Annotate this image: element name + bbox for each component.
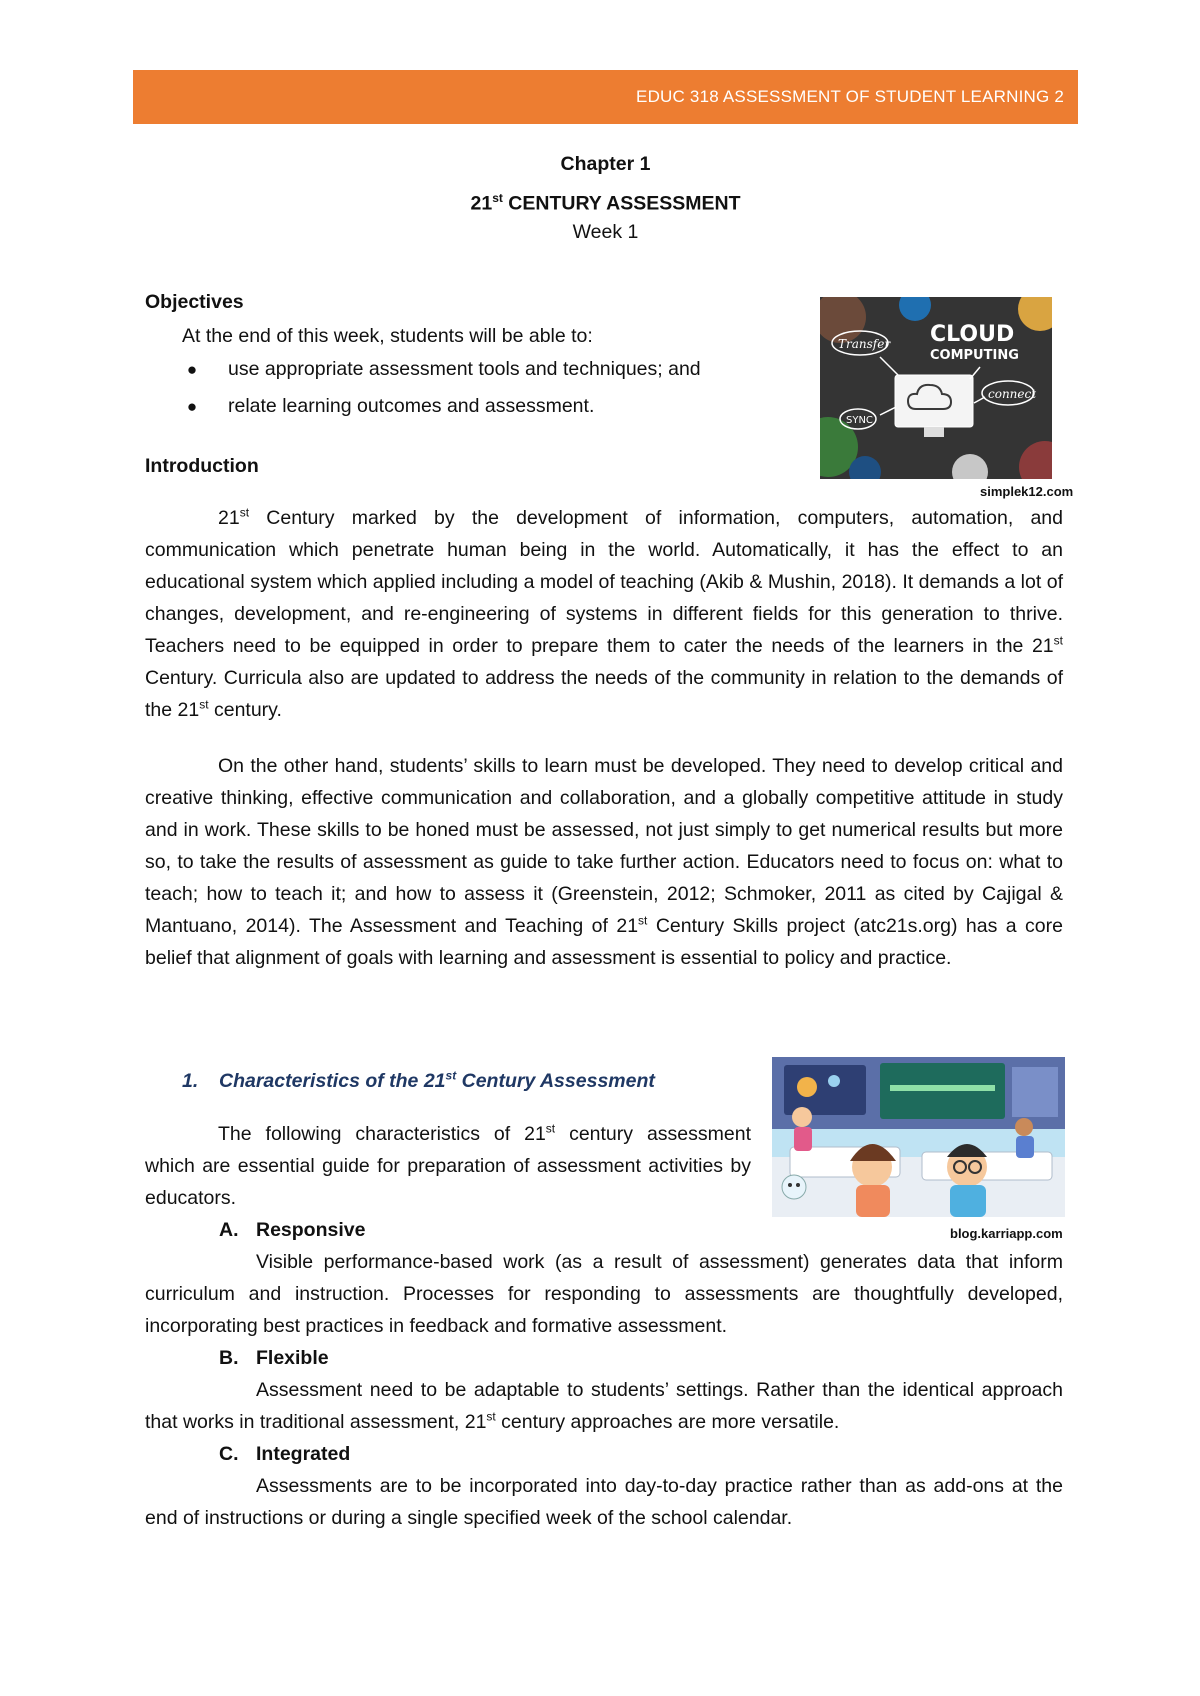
svg-text:COMPUTING: COMPUTING <box>930 348 1019 363</box>
image2-caption: blog.karriapp.com <box>950 1226 1063 1241</box>
item-a-heading: A. Responsive <box>219 1219 366 1241</box>
bullet-icon: ● <box>186 397 198 416</box>
list-item: ● use appropriate assessment tools and techniques; and <box>182 351 782 388</box>
cloud-computing-image <box>820 297 1052 479</box>
svg-text:SYNC: SYNC <box>846 415 873 426</box>
introduction-paragraph-1: 21st Century marked by the development of information, computers, automation, and communication which penetrate human being in the world. Automatically, it has the effect to an educational system which applied including a model of teaching (Akib & Mushin, 2018). It demands a lot of changes, development, and re-engineering of systems in different fields for this generation to thrive. Teachers need to be equipped in order to prepare them to cater the needs of the learners in the 21st Century. Curricula also are updated to address the needs of the community in relation to the demands of the 21st century. <box>145 505 1063 721</box>
item-b-heading: B. Flexible <box>219 1347 329 1369</box>
item-c-body: Assessments are to be incorporated into day-to-day practice rather than as add-ons at the end of instructions or during a single specified week of the school calendar. <box>145 1475 1063 1529</box>
section-1-heading: 1. Characteristics of the 21st Century Assessment <box>182 1068 655 1092</box>
classroom-illustration <box>772 1057 1065 1217</box>
image1-caption: simplek12.com <box>980 484 1074 499</box>
list-item: ● relate learning outcomes and assessment. <box>182 388 782 425</box>
svg-text:CLOUD: CLOUD <box>930 322 1015 347</box>
objectives-list <box>182 351 782 425</box>
svg-text:connect: connect <box>988 387 1037 401</box>
cloud-computing-illustration <box>820 297 1052 479</box>
introduction-paragraph-2: On the other hand, students’ skills to learn must be developed. They need to develop critical and creative thinking, effective communication and collaboration, and a globally competitive attitude in study and in work. These skills to be honed must be assessed, not just simply to get numerical results but more so, to take the results of assessment as guide to take further action. Educators need to focus on: what to teach; how to teach it; and how to assess it (Greenstein, 2012; Schmoker, 2011 as cited by Cajigal & Mantuano, 2014). The Assessment and Teaching of 21st Century Skills project (atc21s.org) has a core belief that alignment of goals with learning and assessment is essential to policy and practice. <box>145 755 1063 969</box>
item-a-body: Visible performance-based work (as a result of assessment) generates data that inform curriculum and instruction. Processes for responding to assessments are thoughtfully developed, incorporating best practices in feedback and formative assessment. <box>145 1251 1063 1337</box>
bullet-icon: ● <box>186 360 198 379</box>
introduction-heading: Introduction <box>145 455 259 477</box>
header-title: EDUC 318 ASSESSMENT OF STUDENT LEARNING 2 <box>636 87 1064 106</box>
classroom-image <box>772 1057 1065 1217</box>
objectives-intro: At the end of this week, students will be able to: <box>182 325 593 347</box>
chapter-label: Chapter 1 <box>560 153 651 175</box>
objectives-heading: Objectives <box>145 291 244 313</box>
item-c-heading: C. Integrated <box>219 1443 351 1465</box>
week-label: Week 1 <box>572 221 639 243</box>
chapter-title: 21st CENTURY ASSESSMENT <box>470 191 741 215</box>
svg-text:Transfer: Transfer <box>838 337 891 351</box>
header-bar <box>133 70 1078 124</box>
item-b-body: Assessment need to be adaptable to students’ settings. Rather than the identical approach that works in traditional assessment, 21st century approaches are more versatile. <box>145 1379 1063 1433</box>
section-1-intro: The following characteristics of 21st century assessment which are essential guide for preparation of assessment activities by educators. <box>145 1121 752 1209</box>
